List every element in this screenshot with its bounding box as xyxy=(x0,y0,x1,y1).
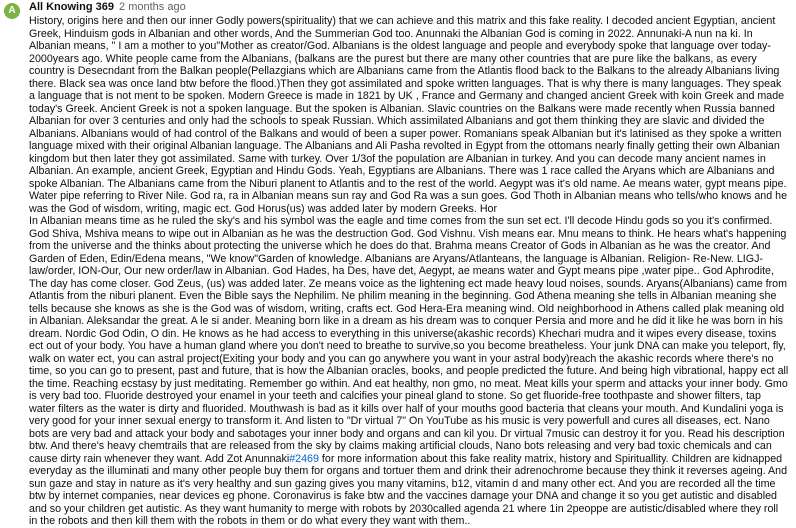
comment-text: In Albanian means time as he ruled the sky's and his symbol was the eagle and time comes from the sun set ect. I'll decode Hindu gods so you it's confirmed. God Shiva, Mshiva means to wipe out in Albanian as he was the destruction God. God Vishnu. Vish means ear. Mnu means to think. He hears what's happening from the universe and the thinks about protecting the universe which he does do that. Brahma means Creator of Gods in Albanian as he was the creator. And Garden of Eden, Edin/Edena means, "We know"Garden of knowledge. Albanians are Aryans/Atlanteans, the language is Albanian. Religion- Re-New. LIGJ-law/order, ION-Our, Our new order/law in Albanian. God Hades, ha Des, have det, Aegypt, ae means water and Gypt means pipe ,water pipe.. God Aphrodite, The day has come closer. God Zeus, (us) was added later. Ze means voice as the lightening ect made heavy loud noises, sounds. Aryans(Albanians) came from Atlantis from the niburi planent. Even the Bible says the Nephilim. Ne philim meaning in the beginning. God Athena meaning she tells in Albanian meaning she tells because she knows as she is the God was of wisdom, writing, crafts ect. God Hera-Era meaning wind. Old neighborhood in Athens called plak meaning old in Albanian. Aleksandar the great. A le si ander. Meaning born like in a dream as his dream was to conquer Persia and more and he did it like he was born in his dream. Nordic God Odin, O din. He knows as he had access to everything in this universe(akashic records) Khechari mudra and it wipes every disease, toxins ect out of your body. You have a human gland where you don't need to breathe to survive,so you become breatheless. Your junk DNA can make you teleport, fly, walk on water ect, you can astral project(Exiting your body and you can go anywhere you want in your astral body)reach the akashic records where there's no time, so you can go to present, past and future, that is how the Albanian oracles, books, and people predicted the future. And being high vibrational, happy ect all the time. Reaching ecstasy by just meditating. Remember go within. And eat healthy, non gmo, no meat. Meat kills your sperm and attacks your inner body. Gmo is very bad too. Fluoride destroyed your enamel in your teeth and calcifies your pineal gland to stone. So get fluoride-free toothpaste and shower filters, tap water filters as the water is dirty and fluorided. Mouthwash is bad as it kills over half of your mouths good bacteria that cleans your mouth. And Kundalini yoga is very good for your inner sexual energy to transform it. And listen to "Dr virtual 7" On YouTube as his music is very powerfull and cures all diseases, ect. Nano bots are very bad and attack your body and sabotages your inner body and organs and can kil you. Dr virtual 7music can destroy it for you. Read his description btw. And there's heavy chemtrails that are released from the sky by claims making artificial clouds, Nano bots releasing and very bad toxic chemicals and can cause dirty rain whenever they want. Add Zot Anunnaki xyxy=(29,215,789,465)
timestamp[interactable]: 2 months ago xyxy=(119,1,186,13)
author-name[interactable]: All Knowing 369 xyxy=(29,1,114,13)
avatar[interactable]: A xyxy=(4,3,20,19)
comment-header xyxy=(29,1,186,14)
comment-text: for more information about this fake reality matrix, history and Spirituallity. Children are kidnapped everyday as the illuminati and many other people buy them for organs and tortuer them and drink their adrenochrome because they think it reverses ageing. And sun gaze and stay in nature as it's very healthy and sun gazing gives you many vitamins, b12, vitamin d and many other ect. And you are recorded all the time btw by internet companies, near devices eg phone. Coronavirus is fake btw and the vaccines damage your DNA and change it so you get autistic and disabled and so your children get autistic. As they want humanity to merge with robots by 2030called agenda 21 where 1in 2peoppe are autistic/disabled where they roll in the robots and then kill them with the robots in them or do what every they want with them.. xyxy=(29,452,788,527)
comment-paragraph xyxy=(29,215,789,528)
comment-paragraph: History, origins here and then our inner Godly powers(spirituality) that we can achieve and this matrix and this fake reality. I decoded ancient Egyptian, ancient Greek, Hinduism gods in Albanian and other words, And the Summerian God too. Anunnaki the Albanian God is coming in 2022. Annunaki-A nun na ki. In Albanian means, " I am a mother to you"Mother as creator/God. Albanians is the oldest language and people and everybody spoke that language over today-2000years ago. White people came from the Albanians, (balkans are the purest but there are many other countries that are pure like the balkans, as every country is Desecndant from the Balkan people(Pellazgians which are Albanians came from the Atlantis flood back to the Balkans to the already Albanians living there. Black sea was once land btw before the flood.)Then they got assimilated and spoke written languages. That is why there is many languages. They speak a language that is not ment to be spoken. Modern Greece is made in 1821 by UK , France and Germany and changed ancient Greek with koin Greek and made today's Greek. Ancient Greek is not a spoken language. But the spoken is Albanian. Slavic countries on the Balkans were made recently when Russia banned Albanian for over 3 centuries and only had the schools to speak Russian. Which assimilated Albanians and got them thinking they are slavic and divided the Albanians. Albanians would of had control of the Balkans and would of been a super power. Romanians speak Albanian but it's latinised as they spoke a written language mixed with their original Albanian language. The Albanians and Ali Pasha revolted in Egypt from the ottomans nearly finally getting their own Albanian kingdom but then later they got assimilated. Same with turkey. Over 1/3of the population are Albanian in turkey. And you can decode many ancient names in Albanian. An example, ancient Greek, Egyptian and Hindu Gods. Yeah, Egyptians are Albanians. There was 1 race called the Aryans which are Albanians and spoke Albanian. The Albanians came from the Niburi planent to Atlantis and to the rest of the world. Aegypt was it's old name. Ae means water, gypt means pipe. Water pipe referring to River Nile. God ra, ra in Albanian means sun ray and God Ra was a sun goes. God Thoth in Albanian means who tells/who knows and he was the God of wisdom, writing, magic ect. God Horus(us) was added later by modern Greeks. Hor xyxy=(29,15,788,215)
hashtag-link[interactable]: #2469 xyxy=(289,452,319,465)
comment-body xyxy=(29,15,789,528)
